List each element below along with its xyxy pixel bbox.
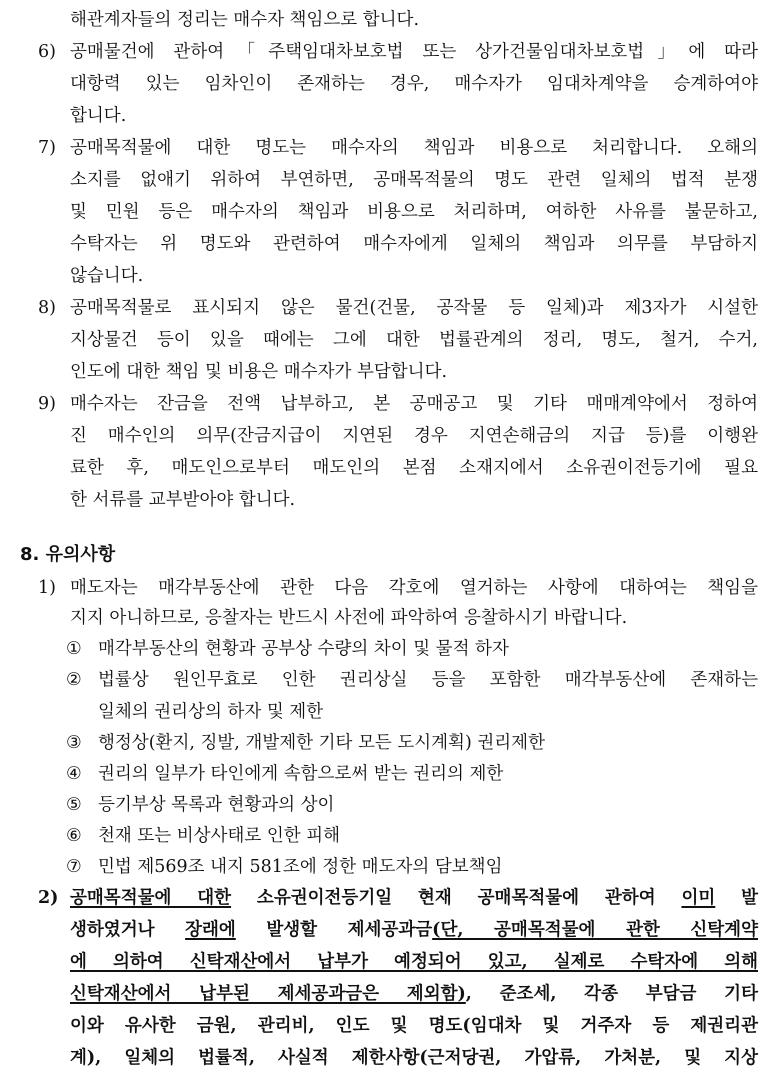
- item-number: 2): [38, 888, 59, 908]
- item-line: 공매물건에 관하여「주택임대차보호법 또는 상가건물임대차보호법」에 따라: [70, 42, 758, 62]
- subitem-line: 권리의 일부가 타인에게 속함으로써 받는 권리의 제한: [98, 764, 504, 784]
- item-line: 진 매수인의 의무(잔금지급이 지연된 경우 지연손해금의 지급 등)를 이행완: [70, 426, 758, 446]
- text: , 준조세, 각종 부담금 기타: [465, 984, 758, 1004]
- text: 생하였거나: [70, 920, 186, 940]
- item-line: [70, 982, 758, 1006]
- subitem-line: 천재 또는 비상사태로 인한 피해: [98, 826, 341, 846]
- item-line: 매수자는 잔금을 전액 납부하고, 본 공매공고 및 기타 매매계약에서 정하여: [70, 394, 758, 414]
- underlined-text: 이미: [681, 888, 716, 908]
- item-line: 소지를 없애기 위하여 부연하면, 공매목적물의 명도 관련 일체의 법적 분쟁: [70, 170, 758, 190]
- item-line: 대항력 있는 임차인이 존재하는 경우, 매수자가 임대차계약을 승계하여야: [70, 74, 758, 94]
- item-line: 이와 유사한 금원, 관리비, 인도 및 명도(임대차 및 거주자 등 제권리관: [70, 1016, 758, 1036]
- section-heading: 8. 유의사항: [20, 544, 116, 565]
- subitem-number: ①: [66, 639, 82, 659]
- item-number: 9): [38, 394, 56, 414]
- item-line: 지지 아니하므로, 응찰자는 반드시 사전에 파악하여 응찰하시기 바랍니다.: [70, 608, 628, 628]
- subitem-line: 매각부동산의 현황과 공부상 수량의 차이 및 물적 하자: [98, 639, 509, 659]
- item-line: 에 의하여 신탁재산에서 납부가 예정되어 있고, 실제로 수탁자에 의해: [70, 952, 758, 972]
- item-line: 인도에 대한 책임 및 비용은 매수자가 부담합니다.: [70, 362, 448, 382]
- item-line: 공매목적물에 대한 명도는 매수자의 책임과 비용으로 처리합니다. 오해의: [70, 138, 758, 158]
- underlined-text: (단, 공매목적물에 관한 신탁계약: [432, 920, 758, 940]
- underlined-text: 장래에: [185, 920, 236, 940]
- item-number: 6): [38, 42, 56, 62]
- item-line: 지상물건 등이 있을 때에는 그에 대한 법률관계의 정리, 명도, 철거, 수거,: [70, 330, 758, 350]
- item-number: 8): [38, 298, 56, 318]
- item-line: 않습니다.: [70, 266, 144, 286]
- continued-line: 해관계자들의 정리는 매수자 책임으로 합니다.: [70, 10, 420, 30]
- subitem-number: ③: [66, 733, 82, 753]
- item-number: 1): [38, 578, 56, 598]
- item-line: 한 서류를 교부받아야 합니다.: [70, 490, 296, 510]
- item-line: 및 민원 등은 매수자의 책임과 비용으로 처리하며, 여하한 사유를 불문하고,: [70, 202, 758, 222]
- item-line: 료한 후, 매도인으로부터 매도인의 본점 소재지에서 소유권이전등기에 필요: [70, 458, 758, 478]
- text: 발: [715, 888, 759, 908]
- subitem-number: ④: [66, 764, 82, 784]
- item-line: 수탁자는 위 명도와 관련하여 매수자에게 일체의 책임과 의무를 부담하지: [70, 234, 758, 254]
- text: 발생할 제세공과금: [235, 920, 433, 940]
- subitem-line: 일체의 권리상의 하자 및 제한: [98, 702, 324, 722]
- subitem-line: 등기부상 목록과 현황과의 상이: [98, 795, 335, 815]
- subitem-number: ⑥: [66, 826, 82, 846]
- item-line: 계), 일체의 법률적, 사실적 제한사항(근저당권, 가압류, 가처분, 및 지상: [70, 1048, 758, 1068]
- underlined-text: 신탁재산에서 납부된 제세공과금은 제외함): [70, 984, 466, 1004]
- subitem-number: ⑤: [66, 795, 82, 815]
- subitem-line: 민법 제569조 내지 581조에 정한 매도자의 담보책임: [98, 857, 503, 877]
- item-number: 7): [38, 138, 56, 158]
- item-line: 공매목적물로 표시되지 않은 물건(건물, 공작물 등 일체)과 제3자가 시설한: [70, 298, 758, 318]
- text: 소유권이전등기일 현재 공매목적물에 관하여: [231, 888, 682, 908]
- subitem-number: ②: [66, 670, 82, 690]
- underlined-text: 공매목적물에 대한: [70, 888, 232, 908]
- item-line: [70, 886, 758, 910]
- item-line: 매도자는 매각부동산에 관한 다음 각호에 열거하는 사항에 대하여는 책임을: [70, 578, 758, 598]
- subitem-line: 행정상(환지, 징발, 개발제한 기타 모든 도시계획) 권리제한: [98, 733, 545, 753]
- subitem-number: ⑦: [66, 857, 82, 877]
- item-line: [70, 918, 758, 942]
- item-line: 합니다.: [70, 106, 127, 126]
- subitem-line: 법률상 원인무효로 인한 권리상실 등을 포함한 매각부동산에 존재하는: [98, 670, 758, 690]
